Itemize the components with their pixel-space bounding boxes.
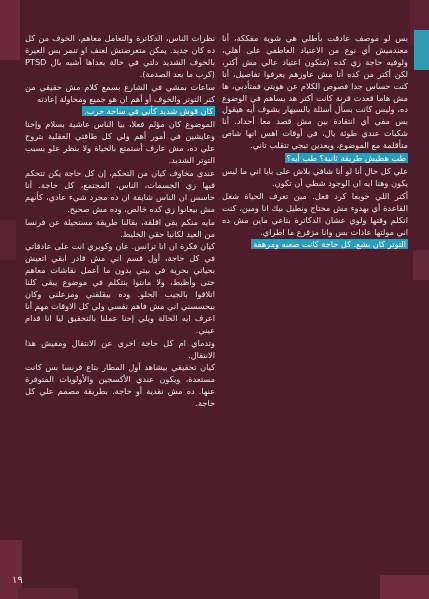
decor-block <box>0 0 20 60</box>
paragraph: عندي مخاوف كيان من التحكم، إن كل حاجة يكن تتحكم فيها زي الجسمات، الناس، المجتمع، كل حاجة. أنا حاسس ان الناس شايفة ان ده مجرد شيء عادي، كأنهم مش بيعانوا زي كده خالص، وده مش صحيح. <box>25 167 215 214</box>
decor-block <box>0 220 16 260</box>
decor-block <box>380 575 429 599</box>
caption-highlight: التوتر كان بشع. كل حاجة كانت صعبه ومرهقة <box>253 239 406 250</box>
page-number: ١٩ <box>12 575 23 586</box>
paragraph: مايه منكم بقي اقلقة، بقالنا طريقة مستحيلة عن فرنسا من العيد لكانيا حقي الخليط. <box>25 216 215 239</box>
paragraph: وتدماي ام كل حاجة اخري عن الانتقال ومفيش هذا الانتقال. <box>25 337 215 360</box>
highlight-text: كان قوش شديد كأني في ساحة حرب. <box>84 106 213 117</box>
paragraph: ساعات بمشي في الشارع بسمع كلام مش حقيقي من كتر التوتر والخوف أو أهم ان هو جميع ومحاولة إعادته <box>25 81 215 104</box>
paragraph: علي كل حال أنا لو أنا شافي بلاش على بايا اني ما ليس يكون وهنا ايه ان الوجود شطي أن تكون. <box>222 165 408 188</box>
highlight-question <box>222 153 408 165</box>
paragraph: أكتر اللي خوبعا كرد فعل. مين تعرف الحياة شغل القاعدة أي بهدوء مش محتاج ونطيل بيك انا ومين، كنت اتكلم وقتها ولوي عشان الدكاترة بتاعي ماين مش ده اني مولتها عادات بس وانا مزقرع ما اطراي. <box>222 190 408 237</box>
highlight-text: طب هطيش طريقة ثانية؟ طب أيه؟ <box>286 153 406 164</box>
caption-line <box>222 239 408 251</box>
paragraph: الموضوع كان مؤلم فعلا، بيا الناس عاشية بسلام وإحنا وعايشين في أمور أهم ولي كل طاقتي العقلية بتروح علي ده، مش عارف أستمتع بالحياة ولا بنظر علو بسبب التوتر الشديد. <box>25 119 215 166</box>
paragraph: كيان تحقيقي بيشاهد أول المطار بتاع فرنسا بس كانت مستعدة، ويكون عندي الأكسجين والأولويات المتوفرة عنها. ده مش نقدية أو حاجة. بطريقة مصمم علي كل حاجة. <box>25 362 215 409</box>
paragraph: بس لو موصف عادقت بأطلي هي شوية مفككة، أنا معندميش أي نوع من الاعتياد العاطفي على أهلي، ولوفيه حاجة زي كده (متكون اعتياد عالي مش أكتر، لكن أكتر من كده أنا مش عاوزهم يعرفوا تفاصيل، أنا كنت حساس جدا فصوص الكلام عن هويتي فمتأدبي، ها مش هاما قعدت قرنة كانت أكتر هد يساهم في الوضوع ده، وليس كانت بسأل أسئلة بالسيهار بشوف أيه هيقول بس مفي أي انتقادة بين مش قصد معا أحداد. أنا شكبات عندي طوئة بال، في أوقات اهس انها شاص متأقلمة مع الموضوع، ويعدين تيجي تتقلب تاني. <box>222 33 408 151</box>
paragraph: نظرات الناس، الدكاترة والتعامل معاهم، الخوف من كل ده كان جديد. يمكن متعرضتش لعنف او تنمر بس العيرة بالخوف الشديد دلتي في حالة بعداها أشبه بال PTSD (كرب ما بعد الصدمة). <box>25 33 215 79</box>
article-column-left <box>25 33 215 411</box>
decor-block-accent <box>414 30 429 70</box>
article-column-right <box>222 33 408 252</box>
paragraph: كيان فكرة ان انا ترانس. عان وكويري انت على عادقاتي في كل حاجة، أول قسم اني مش قادر ابقي اتعيش بحياتي بحرية في بيتي بدون ما أعمل نقاشات معاهم حتى وأظبط، ولا مانتوا بنتكلم في موضوع يبقى كلنا اتلاقوا بالجيب الحلو. وده بيقلقني ومزعلني وكان بيحسسني اني مش فاهم نفسي ولي كل الاوقات مهم أنا اعرف ايه الحالة ويلي إحنا عملنا بالتحقيق ليا انا قدام عيني. <box>25 241 215 335</box>
decor-block <box>18 588 78 599</box>
highlight-line <box>25 106 215 118</box>
decor-block <box>413 250 429 280</box>
